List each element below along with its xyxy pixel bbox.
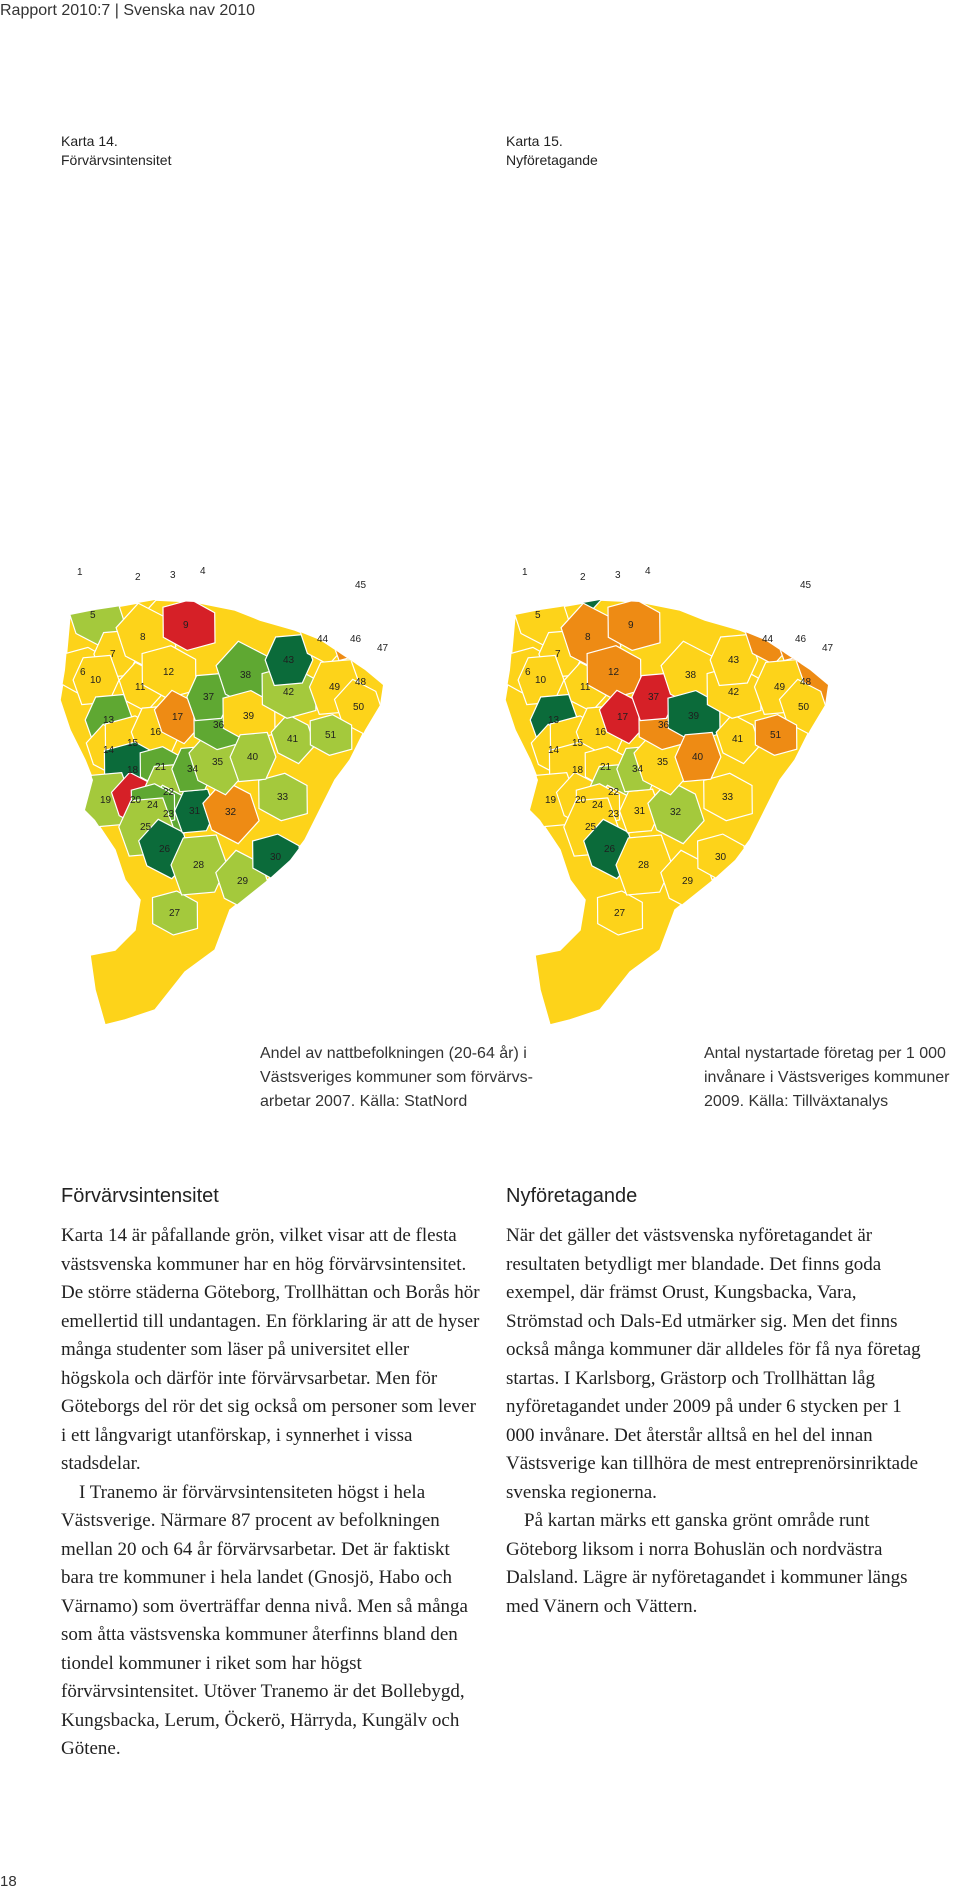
map15-number-label: 2: [580, 572, 586, 583]
map15-number-label: 41: [732, 734, 744, 745]
map14-number-label: 48: [355, 677, 367, 688]
map15-number-label: 21: [600, 762, 612, 773]
running-head: Rapport 2010:7 | Svenska nav 2010: [0, 2, 255, 19]
map15-number-label: 23: [608, 809, 620, 820]
section-body-right: [506, 1222, 926, 1621]
map14-number-label: 18: [127, 765, 139, 776]
section-body-left: [61, 1222, 481, 1764]
map14-map-group: [60, 550, 407, 1025]
map15-number-label: 4: [645, 566, 651, 577]
map14-choropleth: [55, 550, 475, 1075]
map14-label: Karta 14.: [61, 133, 118, 149]
map15-number-label: 47: [822, 643, 834, 654]
paragraph: På kartan märks ett ganska grönt område runt Göteborg liksom i norra Bohuslän och nordvästra Dalsland. Lägre är nyföretagandet i kommuner längs med Vänern och Vättern.: [506, 1510, 908, 1617]
map14-number-label: 4: [200, 566, 206, 577]
map15-number-label: 6: [525, 667, 531, 678]
map15-number-label: 51: [770, 730, 782, 741]
map14-subtitle: Förvärvsintensitet: [61, 152, 172, 168]
map14-number-label: 1: [77, 567, 83, 578]
map14-number-label: 39: [243, 711, 255, 722]
map14-number-label: 6: [80, 667, 86, 678]
map15-number-label: 9: [628, 620, 634, 631]
map14-number-label: 5: [90, 610, 96, 621]
map14-municipality-4: [185, 550, 228, 594]
map15-number-label: 43: [728, 655, 740, 666]
map14-number-label: 16: [150, 727, 162, 738]
map14-number-label: 9: [183, 620, 189, 631]
map15-label-block: [506, 132, 598, 170]
map14-number-label: 42: [283, 687, 295, 698]
map15-number-label: 40: [692, 752, 704, 763]
map14-number-label: 44: [317, 634, 329, 645]
map15-number-label: 13: [548, 715, 560, 726]
map14-number-label: 26: [159, 844, 171, 855]
map14-number-label: 46: [350, 634, 362, 645]
paragraph: I Tranemo är förvärvsintensiteten högst i hela Västsverige. Närmare 87 procent av befolkningen mellan 20 och 64 år förvärvsarbetar. Det är faktiskt bara tre kommuner i hela landet (Gnosjö, Habo och Värnamo) som överträffar denna nivå. Men så många som åtta västsvenska kommuner återfinns bland den tiondel kommuner i riket som har högst förvärvsintensitet. Utöver Tranemo är det Bollebygd, Kungsbacka, Lerum, Öckerö, Härryda, Kungälv och Götene.: [61, 1481, 468, 1759]
map14-number-label: 30: [270, 852, 282, 863]
map14-number-label: 45: [355, 580, 367, 591]
map15-number-label: 3: [615, 570, 621, 581]
map14-number-label: 3: [170, 570, 176, 581]
map14-number-label: 24: [147, 800, 159, 811]
map15-number-label: 22: [608, 787, 620, 798]
map14-number-label: 28: [193, 860, 205, 871]
map14-number-label: 15: [127, 738, 139, 749]
map15-municipality-1: [508, 550, 549, 594]
paragraph: När det gäller det västsvenska nyföretagandet är resultaten betydligt mer blandade. Det finns goda exempel, där främst Orust, Kungsbacka, Vara, Strömstad och Dals-Ed utmärker sig. Men det finns också många kommuner där alldeles för få nya företag startas. I Karlsborg, Grästorp och Trollhättan låg nyföretagandet under 2009 på under 6 stycken per 1 000 invånare. Det återstår alltså en hel del innan Västsverige kan tillhöra de mest entreprenörsinriktade svenska regionerna.: [506, 1225, 921, 1503]
map15-number-label: 34: [632, 764, 644, 775]
map14-number-label: 37: [203, 692, 215, 703]
page-number: 18: [0, 1873, 17, 1890]
map15-number-label: 35: [657, 757, 669, 768]
map14-number-label: 32: [225, 807, 237, 818]
map15-number-label: 5: [535, 610, 541, 621]
section-heading-nyforetagande: Nyföretagande: [506, 1185, 638, 1207]
map15-number-label: 11: [580, 682, 591, 693]
map14-number-label: 38: [240, 670, 252, 681]
map14-number-label: 7: [110, 649, 116, 660]
map15-number-label: 39: [688, 711, 700, 722]
map14-number-label: 34: [187, 764, 199, 775]
map14-number-label: 29: [237, 876, 249, 887]
map14-number-label: 17: [172, 712, 184, 723]
map15-number-label: 17: [617, 712, 629, 723]
map14-caption: Andel av nattbefolkningen (20-64 år) i Västsveriges kommuner som förvärvs-arbetar 2007. Källa: StatNord: [260, 1045, 533, 1110]
map14-number-label: 27: [169, 908, 181, 919]
map14-number-label: 22: [163, 787, 175, 798]
map15-number-label: 31: [634, 806, 646, 817]
map14-municipality-1: [63, 550, 104, 594]
map14-number-label: 19: [100, 795, 112, 806]
map14-number-label: 51: [325, 730, 337, 741]
map14-number-label: 35: [212, 757, 224, 768]
map15-number-label: 28: [638, 860, 650, 871]
map14-number-label: 33: [277, 792, 289, 803]
map15-number-label: 27: [614, 908, 626, 919]
map15-number-label: 49: [774, 682, 786, 693]
map15-number-label: 29: [682, 876, 694, 887]
map14-number-label: 11: [135, 682, 146, 693]
map14-number-label: 36: [213, 720, 225, 731]
map14-number-label: 40: [247, 752, 259, 763]
paragraph: Karta 14 är påfallande grön, vilket visar att de flesta västsvenska kommuner har en hög förvärvsintensitet. De större städerna Göteborg, Trollhättan och Borås hör emellertid till undantagen. En förklaring är att de hyser många studenter som läser på universitet eller högskola och därför inte förvärvsarbetar. Men för Göteborgs del rör det sig också om personer som lever i ett långvarigt utanförskap, i synnerhet i vissa stadsdelar.: [61, 1225, 480, 1474]
map14-number-label: 49: [329, 682, 341, 693]
map15-number-label: 30: [715, 852, 727, 863]
map15-number-label: 16: [595, 727, 607, 738]
map15-number-label: 32: [670, 807, 682, 818]
map15-number-label: 20: [575, 795, 587, 806]
map15-caption: Antal nystartade företag per 1 000 invånare i Västsveriges kommuner 2009. Källa: Tillväxtanalys: [704, 1045, 950, 1110]
map15-number-label: 15: [572, 738, 584, 749]
map15-number-label: 50: [798, 702, 810, 713]
map14-number-label: 14: [103, 745, 115, 756]
map15-number-label: 48: [800, 677, 812, 688]
map15-number-label: 12: [608, 667, 620, 678]
map14-number-label: 31: [189, 806, 201, 817]
map14-number-label: 12: [163, 667, 175, 678]
map14-municipality-3: [152, 551, 201, 598]
map14-svg: [55, 550, 475, 1075]
map15-municipality-4: [630, 550, 673, 594]
map15-number-label: 24: [592, 800, 604, 811]
map15-svg: [500, 550, 930, 1075]
map14-number-label: 21: [155, 762, 167, 773]
map15-number-label: 25: [585, 822, 597, 833]
map15-label: Karta 15.: [506, 133, 563, 149]
map15-number-label: 26: [604, 844, 616, 855]
map14-number-label: 43: [283, 655, 295, 666]
map15-number-label: 1: [522, 567, 528, 578]
map14-number-label: 23: [163, 809, 175, 820]
map14-number-label: 10: [90, 675, 102, 686]
map15-number-label: 42: [728, 687, 740, 698]
map14-number-label: 13: [103, 715, 115, 726]
map15-number-label: 45: [800, 580, 812, 591]
map14-number-label: 2: [135, 572, 141, 583]
section-heading-forvarvsintensitet: Förvärvsintensitet: [61, 1185, 219, 1207]
map15-number-label: 8: [585, 632, 591, 643]
map15-municipality-3: [597, 551, 646, 598]
map15-number-label: 36: [658, 720, 670, 731]
map15-number-label: 14: [548, 745, 560, 756]
map14-number-label: 50: [353, 702, 365, 713]
map15-number-label: 19: [545, 795, 557, 806]
map15-number-label: 18: [572, 765, 584, 776]
map15-number-label: 46: [795, 634, 807, 645]
map15-subtitle: Nyföretagande: [506, 152, 598, 168]
map15-number-label: 10: [535, 675, 547, 686]
map15-number-label: 44: [762, 634, 774, 645]
map15-number-label: 7: [555, 649, 561, 660]
map15-number-label: 33: [722, 792, 734, 803]
map15-choropleth: [500, 550, 930, 1075]
map15-map-group: [505, 550, 852, 1025]
map15-number-label: 38: [685, 670, 697, 681]
map14-label-block: [61, 132, 171, 170]
map15-number-label: 37: [648, 692, 660, 703]
map14-number-label: 47: [377, 643, 389, 654]
map14-number-label: 8: [140, 632, 146, 643]
map14-number-label: 20: [130, 795, 142, 806]
map14-number-label: 25: [140, 822, 152, 833]
map14-number-label: 41: [287, 734, 299, 745]
